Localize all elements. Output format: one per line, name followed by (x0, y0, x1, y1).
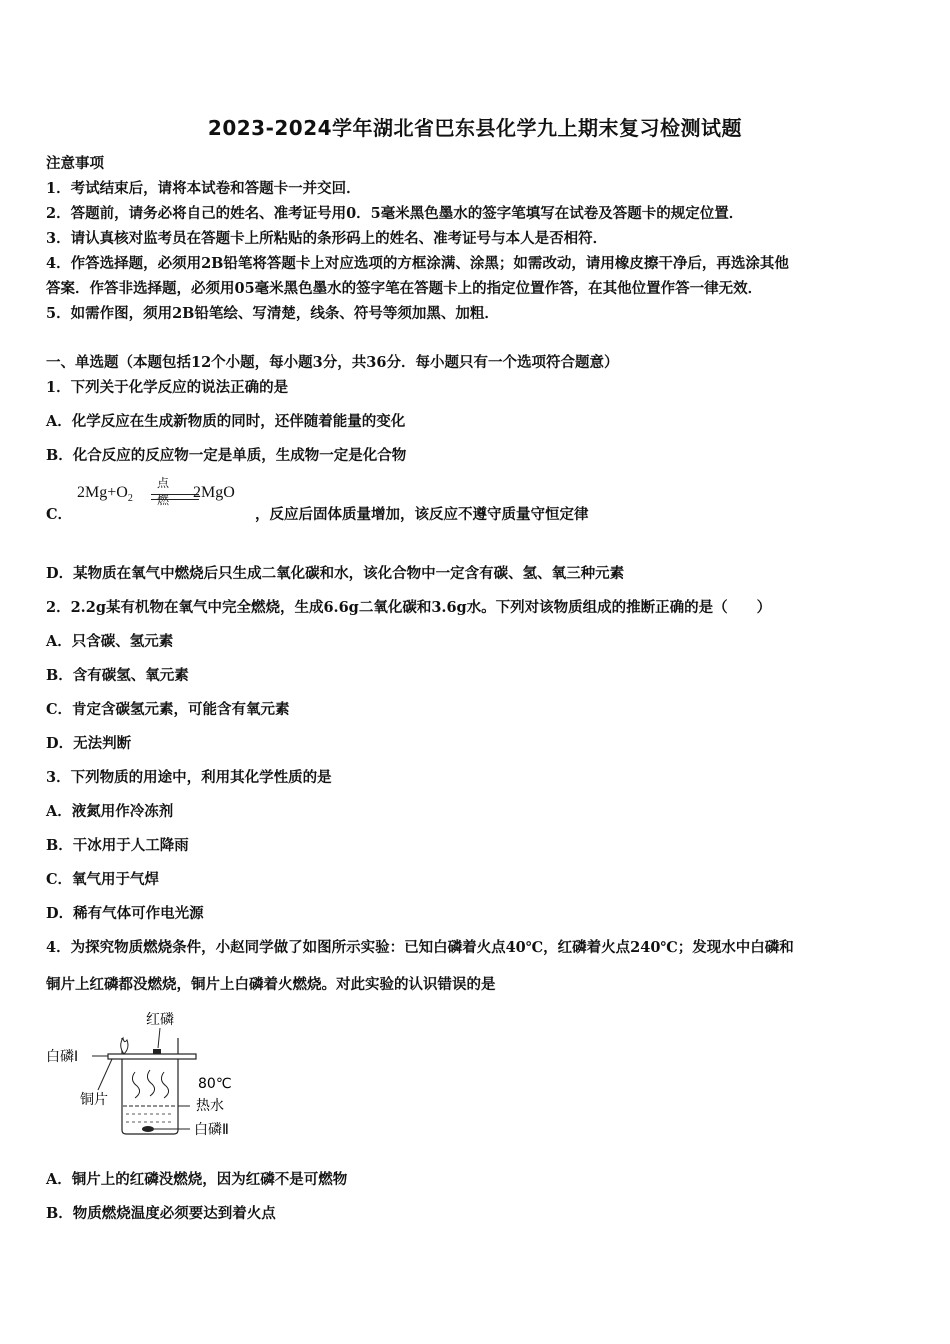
q1-option-c-label: C． (46, 506, 73, 523)
q4-option-a: A．铜片上的红磷没燃烧，因为红磷不是可燃物 (46, 1171, 348, 1188)
notice-item-4-cont: 答案．作答非选择题，必须用05毫米黑色墨水的签字笔在答题卡上的指定位置作答，在其他位置作答一律无效． (46, 280, 763, 297)
label-copper-plate: 铜片 (80, 1092, 108, 1108)
q4-option-b: B．物质燃烧温度必须要达到着火点 (46, 1205, 276, 1222)
copper-plate (108, 1054, 196, 1059)
q1-option-d: D．某物质在氧气中燃烧后只生成二氧化碳和水，该化合物中一定含有碳、氢、氧三种元素 (46, 565, 625, 582)
q2-option-a: A．只含碳、氢元素 (46, 633, 174, 650)
leader-line (98, 1059, 112, 1090)
notice-heading: 注意事项 (46, 155, 104, 172)
q1-option-c-text: ，反应后固体质量增加，该反应不遵守质量守恒定律 (255, 506, 589, 523)
notice-item-4: 4．作答选择题，必须用2B铅笔将答题卡上对应选项的方框涂满、涂黑；如需改动，请用橡皮擦干净后，再选涂其他 (46, 255, 789, 272)
notice-item-2: 2．答题前，请务必将自己的姓名、准考证号用0．5毫米黑色墨水的签字笔填写在试卷及答题卡的规定位置． (46, 205, 744, 222)
eq-condition: 点燃 (157, 476, 170, 507)
label-red-phosphorus: 红磷 (146, 1012, 174, 1028)
eq-double-bar (151, 494, 199, 500)
section-heading: 一、单选题（本题包括12个小题，每小题3分，共36分．每小题只有一个选项符合题意） (46, 354, 619, 371)
q1-stem: 1．下列关于化学反应的说法正确的是 (46, 379, 289, 396)
heat-wave (132, 1072, 139, 1098)
q1-option-b: B．化合反应的反应物一定是单质，生成物一定是化合物 (46, 447, 407, 464)
beaker (122, 1038, 178, 1134)
notice-item-5: 5．如需作图，须用2B铅笔绘、写清楚，线条、符号等须加黑、加粗． (46, 305, 499, 322)
q4-stem-line-1: 4．为探究物质燃烧条件，小赵同学做了如图所示实验：已知白磷着火点40℃，红磷着火点240℃；发现水中白磷和 (46, 939, 794, 956)
combustion-experiment-figure (40, 1010, 270, 1145)
page-title: 2023-2024学年湖北省巴东县化学九上期末复习检测试题 (207, 116, 743, 140)
eq-sub: 2 (127, 493, 133, 505)
q1-option-a: A．化学反应在生成新物质的同时，还伴随着能量的变化 (46, 413, 406, 430)
white-phosphorus-2 (142, 1126, 154, 1132)
eq-right: 2MgO (193, 484, 235, 501)
q2-option-d: D．无法判断 (46, 735, 132, 752)
q3-option-c: C．氧气用于气焊 (46, 871, 160, 888)
heat-wave (147, 1070, 154, 1096)
label-white-phosphorus-1: 白磷Ⅰ (46, 1049, 79, 1065)
q3-stem: 3．下列物质的用途中，利用其化学性质的是 (46, 769, 332, 786)
q1-equation (77, 476, 235, 507)
q2-stem: 2．2.2g某有机物在氧气中完全燃烧，生成6.6g二氧化碳和3.6g水。下列对该物质组成的推断正确的是（ ） (46, 599, 772, 616)
heat-wave (161, 1072, 168, 1098)
notice-item-1: 1．考试结束后，请将本试卷和答题卡一并交回． (46, 180, 361, 197)
q4-stem-line-2: 铜片上红磷都没燃烧，铜片上白磷着火燃烧。对此实验的认识错误的是 (46, 976, 496, 993)
notice-item-3: 3．请认真核对监考员在答题卡上所粘贴的条形码上的姓名、准考证号与本人是否相符． (46, 230, 608, 247)
label-white-phosphorus-2: 白磷Ⅱ (194, 1122, 229, 1138)
eq-left: 2Mg+O (77, 484, 128, 501)
leader-line (158, 1028, 160, 1048)
label-hot-water: 热水 (196, 1098, 224, 1114)
label-temperature: 80℃ (198, 1076, 232, 1092)
q3-option-a: A．液氮用作冷冻剂 (46, 803, 174, 820)
q3-option-b: B．干冰用于人工降雨 (46, 837, 189, 854)
q3-option-d: D．稀有气体可作电光源 (46, 905, 204, 922)
red-phosphorus (153, 1049, 161, 1054)
q2-option-c: C．肯定含碳氢元素，可能含有氧元素 (46, 701, 290, 718)
q2-option-b: B．含有碳氢、氧元素 (46, 667, 189, 684)
